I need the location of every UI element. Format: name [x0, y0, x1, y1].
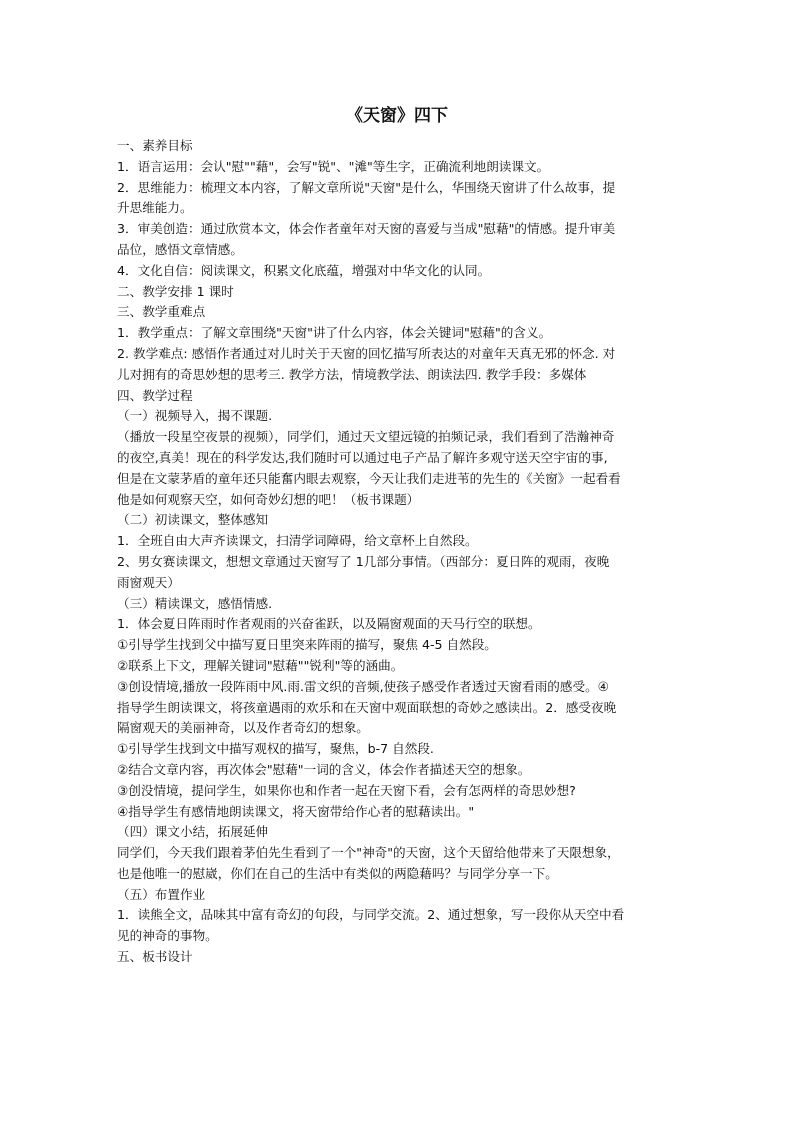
section-heading: 四、教学过程: [117, 387, 193, 403]
paragraph-line: 的夜空,真美！现在的科学发达,我们随时可以通过电子产品了解许多观守送天空宇宙的事,: [117, 449, 608, 465]
paragraph-line: 4．文化自信：阅读课文，积累文化底蕴，增强对中华文化的认同。: [117, 262, 491, 278]
subsection-heading: （二）初读课文，整体感知: [117, 512, 269, 528]
paragraph-line: 隔窗观天的美丽神奇，以及作者奇幻的想象。: [117, 720, 369, 736]
paragraph-line: 1．全班自由大声齐读课文，扫清学词障碍，给文章杯上自然段。: [117, 533, 478, 549]
paragraph-line: 2．思维能力：梳理文本内容，了解文章所说"天窗"是什么，华围绕天窗讲了什么故事，提: [117, 179, 616, 195]
subsection-heading: （五）布置作业: [117, 886, 206, 902]
paragraph-line: 1．语言运用：会认"慰""藉"，会写"锐"、"滩"等生字，正确流利地朗读课文。: [117, 158, 550, 174]
document-page: [117, 104, 677, 968]
paragraph-line: 指导学生朗读课文，将孩童遇雨的欢乐和在天窗中观面联想的奇妙之感读出。2．感受夜晚: [117, 699, 617, 715]
paragraph-line: ①引导学生找到父中描写夏日里突来阵雨的描写，聚焦 4-5 自然段。: [117, 637, 497, 653]
paragraph-line: 3．审美创造：通过欣赏本文，体会作者童年对天窗的喜爱与当成"慰藉"的情感。提升审美: [117, 221, 616, 237]
paragraph-line: 1．教学重点：了解文章围绕"天窗"讲了什么内容，体会关键词"慰藉"的含义。: [117, 325, 552, 341]
subsection-heading: （三）精读课文，感悟情感.: [117, 595, 273, 611]
paragraph-line: 儿对拥有的奇思妙想的思考三. 教学方法，情境教学法、朗读法四. 教学手段：多媒体: [117, 366, 587, 382]
paragraph-line: 但是在文蒙茅盾的童年还只能奮内眼去观察，今天让我们走进苇的先生的《关窗》一起看看: [117, 470, 621, 486]
paragraph-line: ④指导学生有感情地朗读课文，将天窗带给作心者的慰藉读出。": [117, 803, 475, 819]
paragraph-line: 1．体会夏日阵雨时作者观雨的兴奋雀跃，以及隔窗观面的天马行空的联想。: [117, 616, 541, 632]
document-title: 《天窗》四下: [346, 106, 448, 126]
paragraph-line: 也是他唯一的慰崴，你们在自己的生活中有类似的两隐藉吗？与同学分享一下。: [117, 865, 558, 881]
paragraph-line: 他是如何观察天空，如何奇妙幻想的吧！（板书课题）: [117, 491, 420, 507]
paragraph-line: ①引导学生找到文中描写观权的描写，聚焦，b-7 自然段.: [117, 741, 434, 757]
section-heading: 五、板书设计: [117, 949, 193, 965]
paragraph-line: ③创设情境,播放一段阵雨中风.雨.雷文织的音频,使孩子感受作者透过天窗看雨的感受。④: [117, 678, 609, 694]
paragraph-line: ②结合文章内容，再次体会"慰藉"一词的含义，体会作者描述天空的想象。: [117, 761, 531, 777]
section-heading: 三、教学重难点: [117, 304, 206, 320]
paragraph-line: （播放一段星空夜景的视频），同学们，通过天文望远镜的拍频记录，我们看到了浩瀚神奇: [117, 429, 615, 445]
paragraph-line: 同学们，今天我们跟着茅伯先生看到了一个"神奇"的天窗，这个天留给他带来了天限想象，: [117, 845, 620, 861]
section-heading: 二、教学安排 1 课时: [117, 283, 234, 299]
paragraph-line: 2. 教学难点: 感悟作者通过对儿时关于天窗的回忆描写所表达的对童年天真无邪的怀念. 对: [117, 345, 616, 361]
subsection-heading: （四）课文小结，拓展延伸: [117, 824, 269, 840]
paragraph-line: ③创没情境，提问学生，如果你也和作者一起在天窗下看，会有怎两样的奇思妙想?: [117, 782, 576, 798]
paragraph-line: ②联系上下文，理解关键词"慰藉""锐利"等的涵曲。: [117, 657, 404, 673]
paragraph-line: 升思维能力。: [117, 200, 193, 216]
paragraph-line: 品位，感悟文章情感。: [117, 241, 243, 257]
paragraph-line: 雨窗观天）: [117, 574, 180, 590]
section-heading: 一、素养目标: [117, 138, 193, 153]
paragraph-line: 2、男女赛读课文，想想文章通过天窗写了 1几部分事情。（西部分：夏日阵的观雨，夜晚: [117, 553, 610, 569]
subsection-heading: （一）视频导入，揭不课题.: [117, 408, 273, 424]
paragraph-line: 1．读熊全文，品味其中富有奇幻的句段，与同学交流。2、通过想象，写一段你从天空中看: [117, 907, 625, 923]
paragraph-line: 见的神奇的事物。: [117, 928, 218, 944]
